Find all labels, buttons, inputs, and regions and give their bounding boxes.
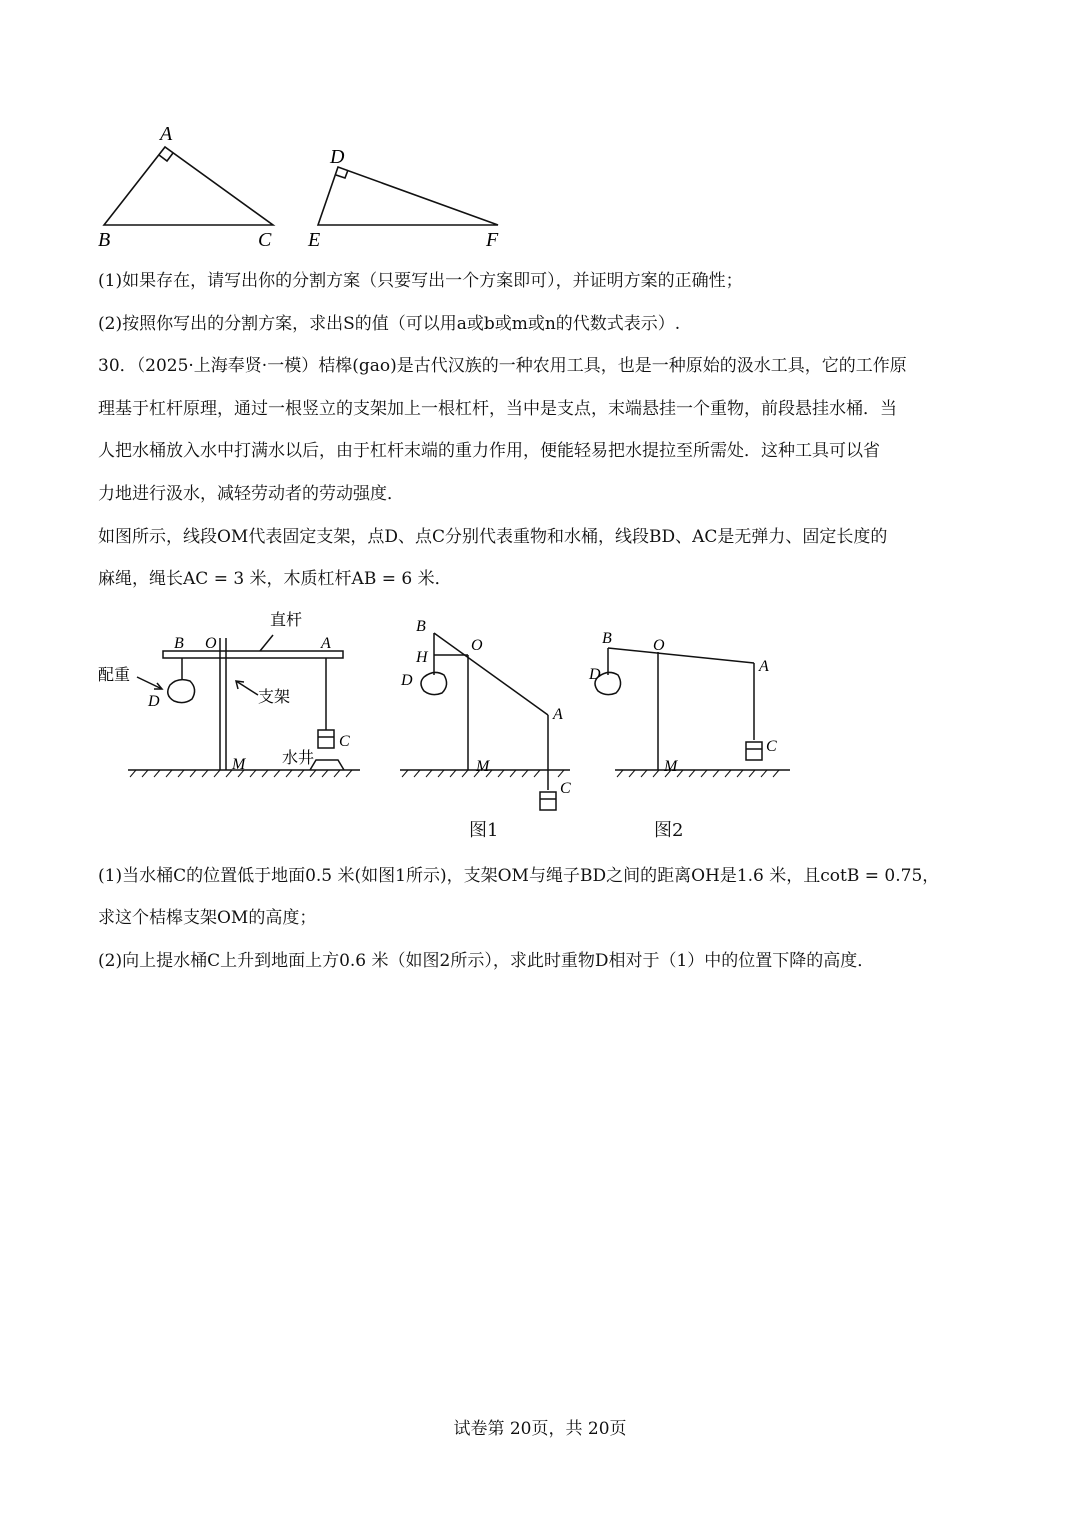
label-1-b: B [416,618,426,635]
label-a-a: A [321,635,331,652]
label-a-m: M [232,756,246,773]
label-2-a: A [759,658,769,675]
label-2-m: M [664,758,678,775]
label-a-b: B [174,635,184,652]
label-d: D [330,146,345,168]
q30-line6: 麻绳，绳长AC = 3 米，木质杠杆AB = 6 米． [98,569,452,589]
label-weight: 配重 [98,665,131,684]
q29-part1: (1)如果存在，请写出你的分割方案（只要写出一个方案即可），并证明方案的正确性； [98,271,743,291]
label-2-d: D [589,666,601,683]
label-c: C [258,229,272,251]
label-1-a: A [553,706,563,723]
label-1-m: M [476,758,490,775]
label-frame: 支架 [258,687,291,706]
label-well: 水井 [282,748,315,767]
label-b: B [98,229,111,251]
label-1-h: H [416,649,428,666]
triangle-def [318,167,498,225]
label-a-d: D [148,693,160,710]
q30-line2: 理基于杠杆原理，通过一根竖立的支架加上一根杠杆，当中是支点，末端悬挂一个重物，前段悬挂水桶．当 [98,399,897,419]
q30-part1-line1: (1)当水桶C的位置低于地面0.5 米(如图1所示)，支架OM与绳子BD之间的距离OH是1.6 米，且cotB = 0.75， [98,866,940,886]
q30-line3: 人把水桶放入水中打满水以后，由于杠杆末端的重力作用，便能轻易把水提拉至所需处．这种工具可以省 [98,441,880,461]
triangle-abc [104,147,273,225]
label-rod: 直杆 [270,610,303,629]
label-1-d: D [401,672,413,689]
label-a: A [160,123,173,145]
page-footer: 试卷第 20页，共 20页 [453,1419,627,1439]
label-e: E [308,229,321,251]
q30-part1-line2: 求这个桔槔支架OM的高度； [98,908,317,928]
right-angle-a [159,153,173,161]
q30-line5: 如图所示，线段OM代表固定支架，点D、点C分别代表重物和水桶，线段BD、AC是无弹力、固定长度的 [98,527,888,547]
label-1-c: C [560,780,571,797]
label-2-c: C [766,738,777,755]
label-1-o: O [471,637,483,654]
right-angle-d [336,170,348,178]
shadoof-figure [90,605,810,820]
q30-part2: (2)向上提水桶C上升到地面上方0.6 米（如图2所示），求此时重物D相对于（1）中的位置下降的高度． [98,951,875,971]
triangles-figure [90,120,530,255]
q29-part2: (2)按照你写出的分割方案，求出S的值（可以用a或b或m或n的代数式表示）. [98,314,681,334]
q30-line1: 30．（2025·上海奉贤·一模）桔槔(gao)是古代汉族的一种农用工具，也是一种原始的汲水工具，它的工作原 [98,356,907,376]
label-a-o: O [205,635,217,652]
caption-figure-1: 图1 [469,820,499,841]
label-2-o: O [653,637,665,654]
label-2-b: B [602,630,612,647]
q30-line4: 力地进行汲水，减轻劳动者的劳动强度． [98,484,404,504]
caption-figure-2: 图2 [654,820,684,841]
label-a-c: C [339,733,350,750]
label-f: F [486,229,499,251]
